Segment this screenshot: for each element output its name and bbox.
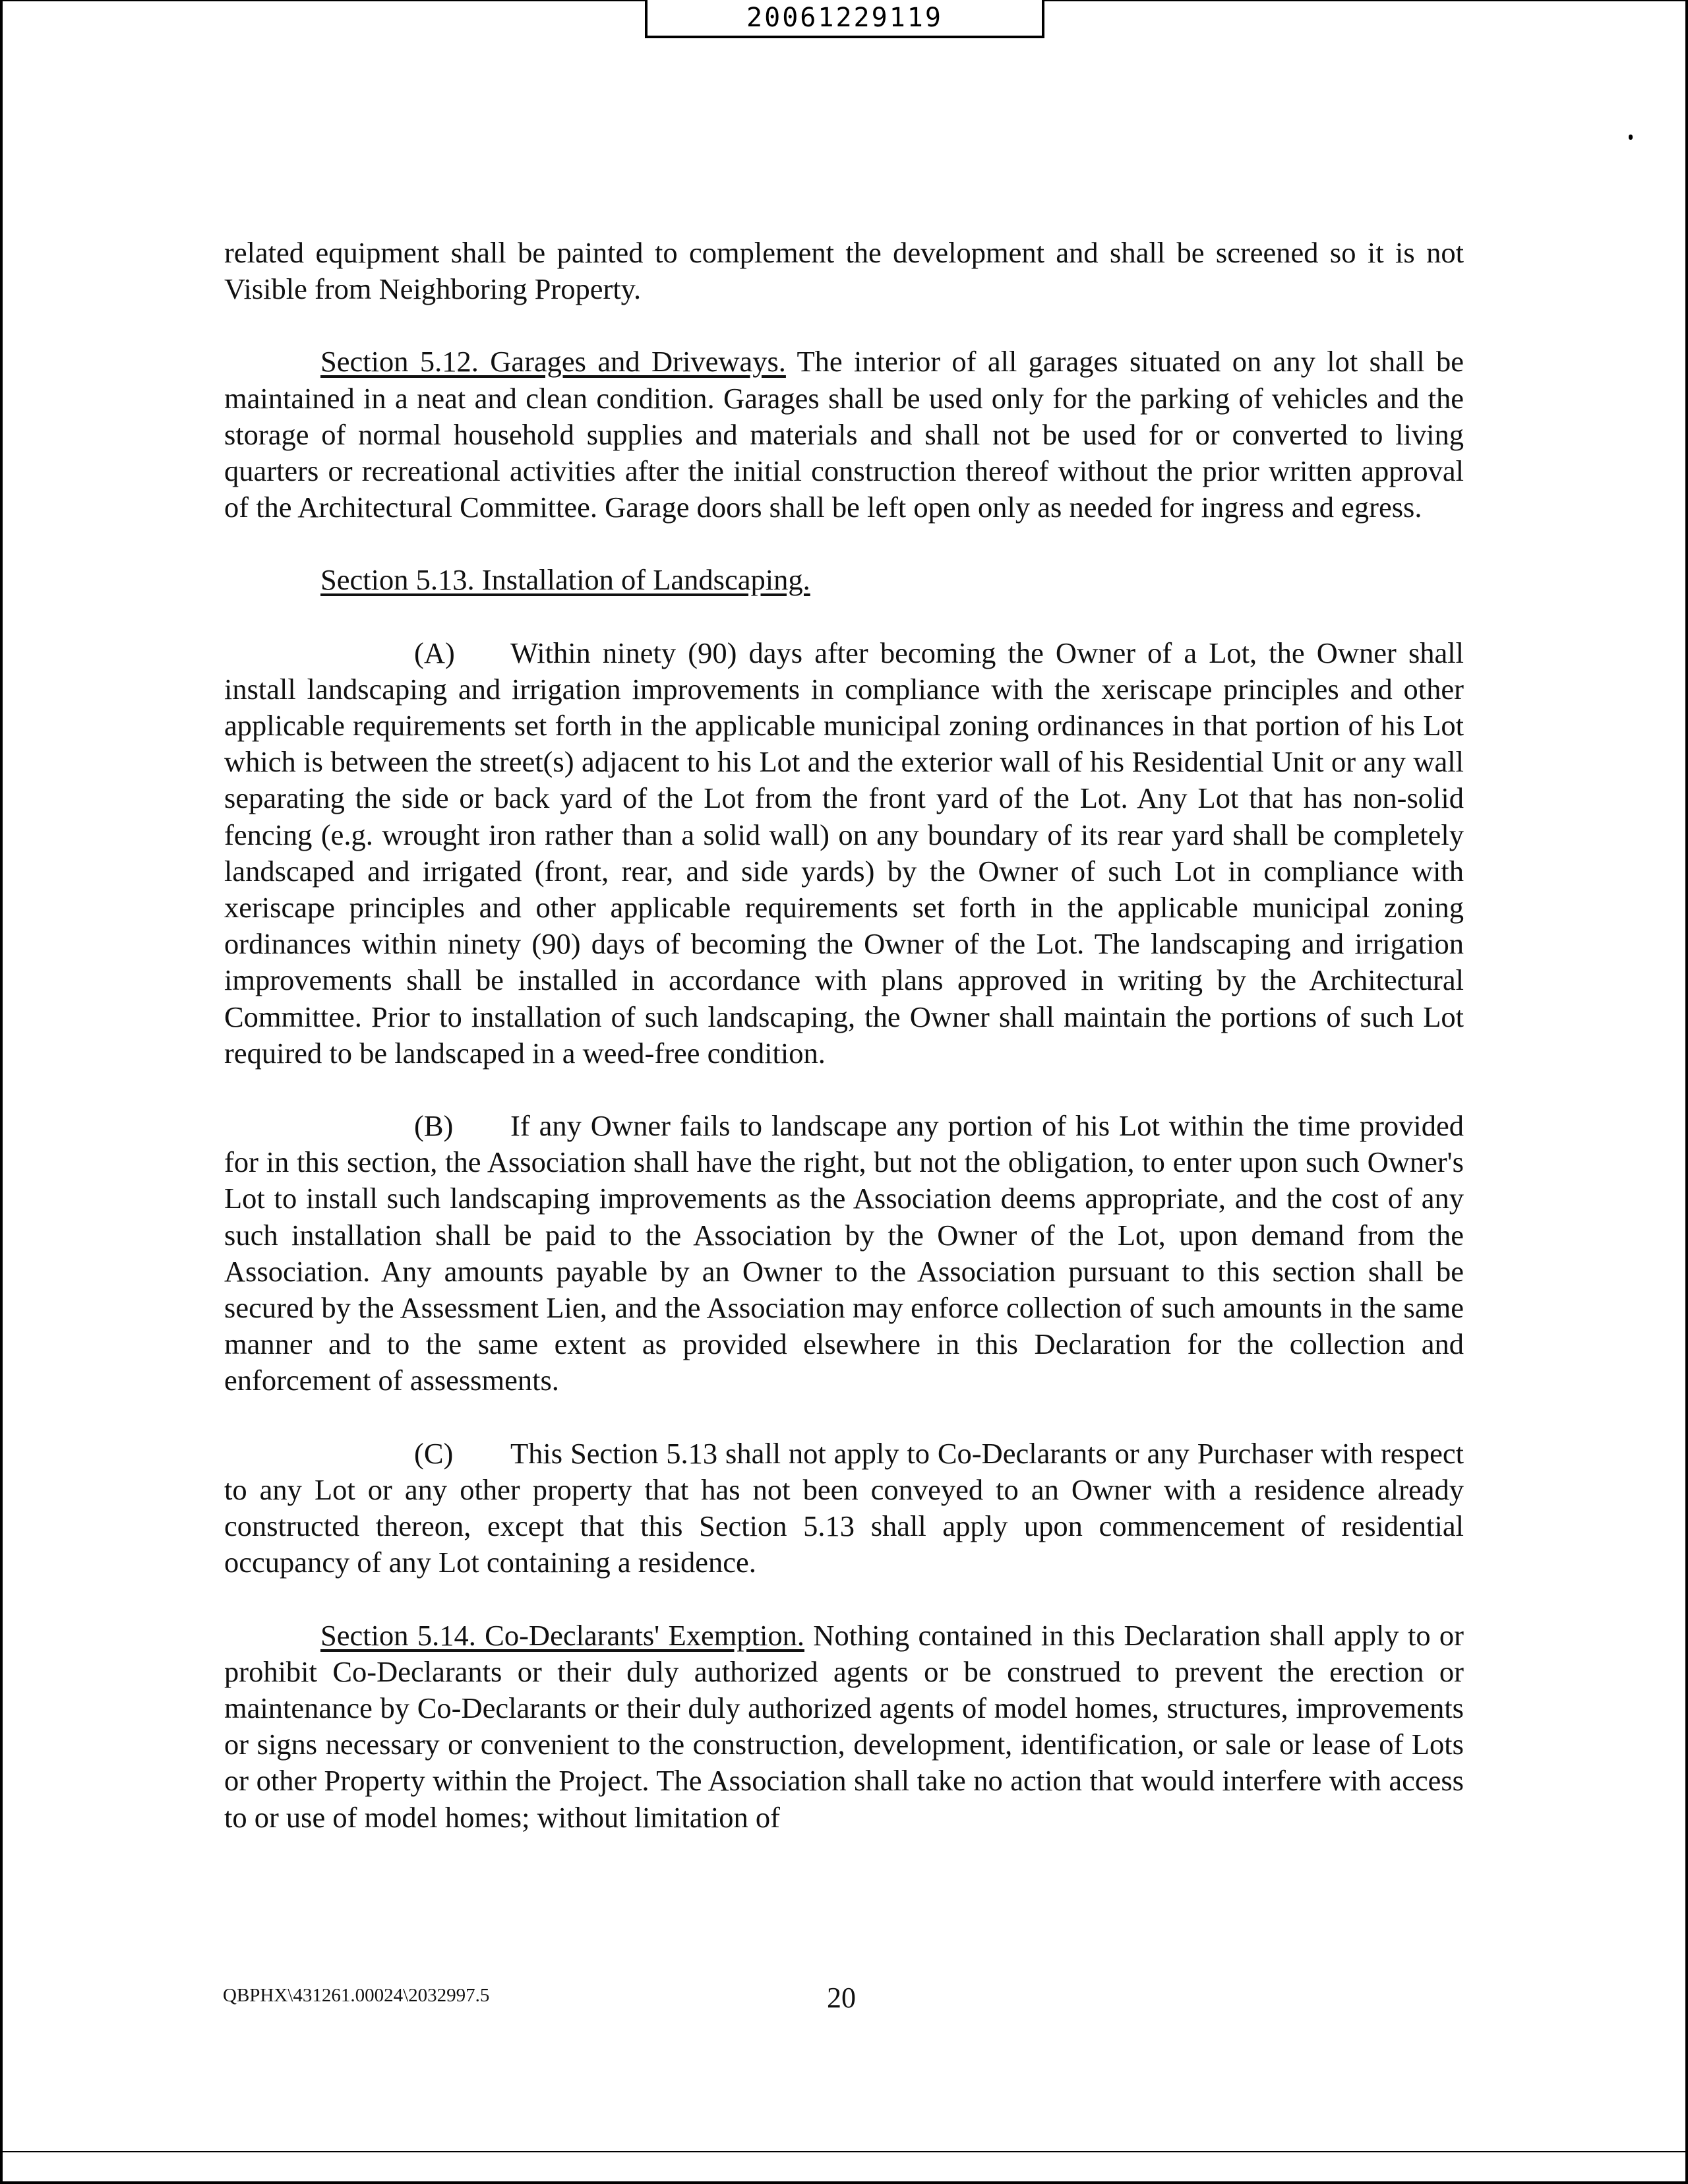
subsection-a-label: (A)	[414, 636, 455, 669]
section-5-14-text: Nothing contained in this Declaration shall apply to or prohibit Co-Declarants or their duly authorized agents or be construed to prevent the erection or maintenance by Co-Declarants or their duly authorized agents of model homes, structures, improvements or signs necessary or convenient to the construction, development, identification, or sale or lease of Lots or other Property within the Project. The Association shall take no action that would interfere with access to or use of model homes; without limitation of	[224, 1618, 1464, 1834]
subsection-b-label: (B)	[414, 1109, 454, 1143]
subsection-c-paragraph	[224, 1436, 1464, 1581]
scan-speck	[1629, 135, 1633, 140]
recording-number: 20061229119	[746, 3, 943, 33]
section-5-13-heading: Section 5.13. Installation of Landscaping.	[320, 563, 810, 597]
document-body	[224, 235, 1464, 1836]
footer-document-code: QBPHX\431261.00024\2032997.5	[223, 1985, 490, 2006]
page-right-border	[1685, 0, 1688, 2184]
page-left-border	[0, 0, 3, 2184]
page-bottom-border	[0, 2181, 1688, 2184]
section-5-12-paragraph	[224, 344, 1464, 526]
section-5-13-paragraph	[224, 562, 1464, 598]
bottom-rule	[0, 2151, 1688, 2152]
section-5-12-text: The interior of all garages situated on any lot shall be maintained in a neat and clean condition. Garages shall be used only for the parking of vehicles and the storage of normal household supplies and materials and shall not be used for or converted to living quarters or recreational activities after the initial construction thereof without the prior written approval of the Architectural Committee. Garage doors shall be left open only as needed for ingress and egress.	[224, 345, 1464, 524]
subsection-b-text: If any Owner fails to landscape any portion of his Lot within the time provided for in this section, the Association shall have the right, but not the obligation, to enter upon such Owner's Lot to install such landscaping improvements as the Association deems appropriate, and the cost of any such installation shall be paid to the Association by the Owner of the Lot, upon demand from the Association. Any amounts payable by an Owner to the Association pursuant to this section shall be secured by the Assessment Lien, and the Association may enforce collection of such amounts in the same manner and to the same extent as provided elsewhere in this Declaration for the collection and enforcement of assessments.	[224, 1109, 1464, 1397]
subsection-c-label: (C)	[414, 1436, 454, 1470]
section-5-14-heading: Section 5.14. Co-Declarants' Exemption.	[320, 1618, 804, 1652]
subsection-c-text: This Section 5.13 shall not apply to Co-Declarants or any Purchaser with respect to any Lot or any other property that has not been conveyed to an Owner with a residence already constructed thereon, except that this Section 5.13 shall apply upon commencement of residential occupancy of any Lot containing a residence.	[224, 1436, 1464, 1579]
subsection-b-paragraph	[224, 1108, 1464, 1399]
subsection-a-paragraph	[224, 635, 1464, 1072]
continuation-paragraph: related equipment shall be painted to complement the development and shall be screened so it is not Visible from Neighboring Property.	[224, 236, 1464, 306]
section-5-12-heading: Section 5.12. Garages and Driveways.	[320, 345, 786, 379]
page-number: 20	[827, 1982, 856, 2014]
section-5-14-paragraph	[224, 1618, 1464, 1836]
subsection-a-text: Within ninety (90) days after becoming the Owner of a Lot, the Owner shall install landscaping and irrigation improvements in compliance with the xeriscape principles and other applicable requirements set forth in the applicable municipal zoning ordinances in that portion of his Lot which is between the street(s) adjacent to his Lot and the exterior wall of his Residential Unit or any wall separating the side or back yard of the Lot from the front yard of the Lot. Any Lot that has non-solid fencing (e.g. wrought iron rather than a solid wall) on any boundary of its rear yard shall be completely landscaped and irrigated (front, rear, and side yards) by the Owner of such Lot in compliance with xeriscape principles and other applicable requirements set forth in the applicable municipal zoning ordinances within ninety (90) days of becoming the Owner of the Lot. The landscaping and irrigation improvements shall be installed in accordance with plans approved in writing by the Architectural Committee. Prior to installation of such landscaping, the Owner shall maintain the portions of such Lot required to be landscaped in a weed-free condition.	[224, 636, 1464, 1070]
